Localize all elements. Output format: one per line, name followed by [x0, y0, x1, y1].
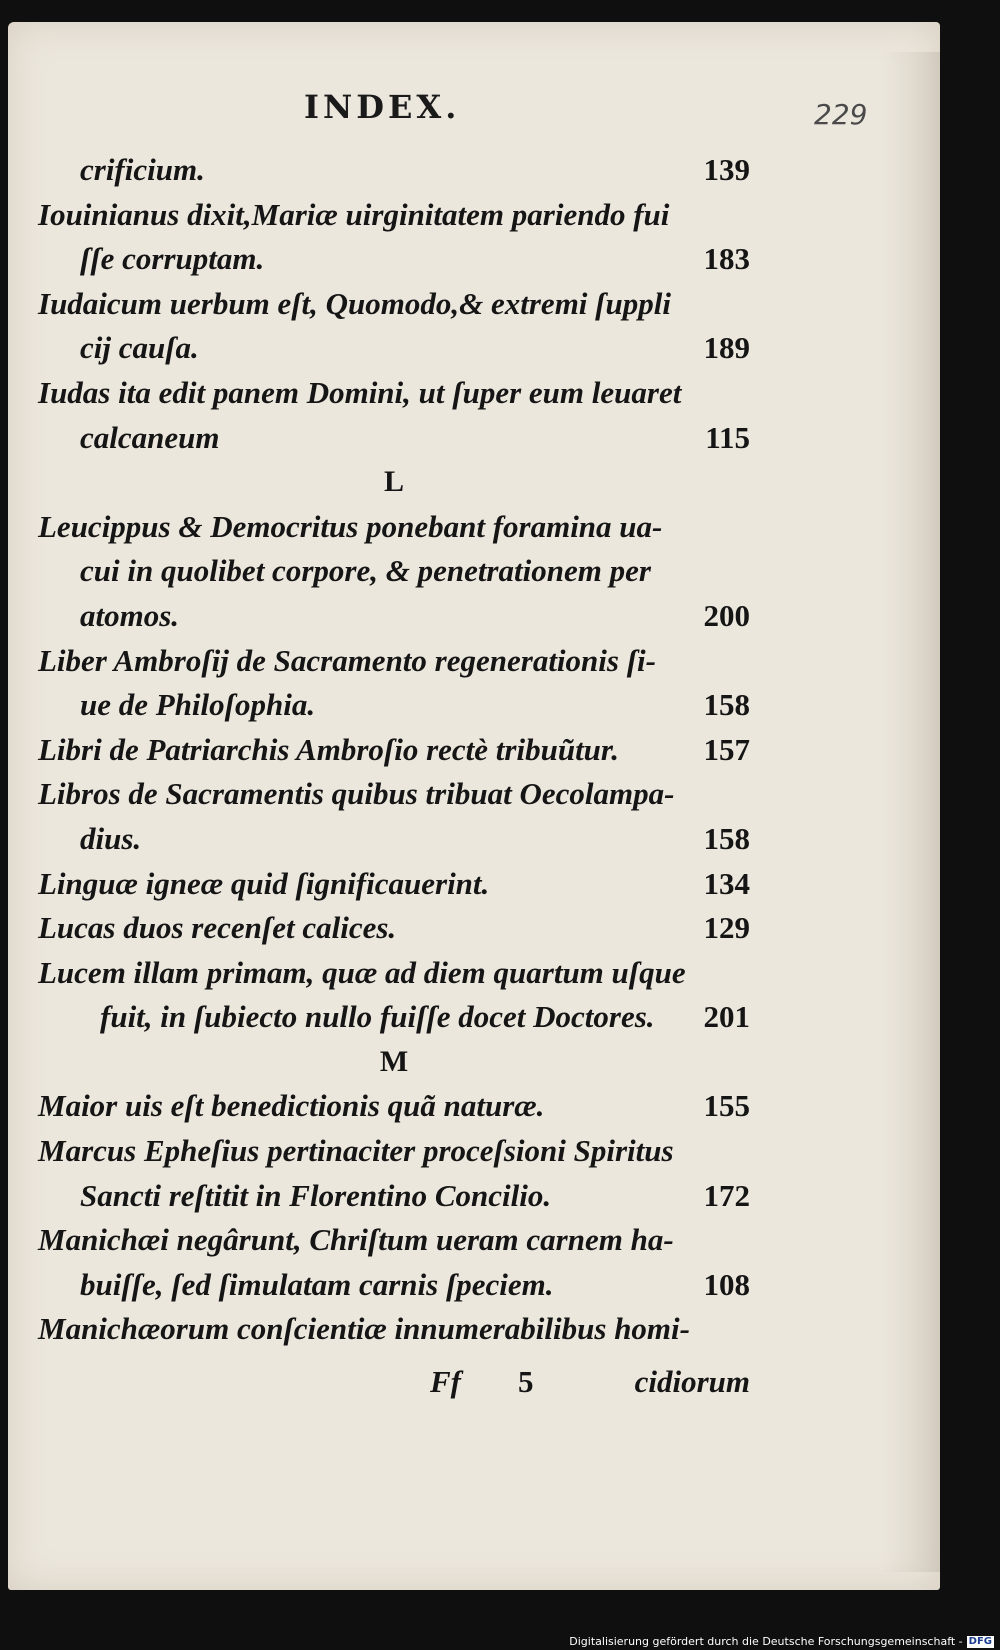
- index-entry-line: [38, 1084, 750, 1129]
- entry-page-number: 139: [703, 152, 750, 187]
- signature-number: 5: [518, 1364, 534, 1399]
- index-entry-line: [38, 594, 750, 639]
- index-entry-line: [38, 951, 750, 996]
- index-entry-line: [38, 1218, 750, 1263]
- index-entry-line: [38, 995, 750, 1040]
- index-entry-line: [38, 1174, 750, 1219]
- entry-text: Manichæi negârunt, Chriſtum ueram carnem ha-: [38, 1222, 674, 1258]
- section-letter: L: [383, 465, 404, 499]
- entry-text: fuit, in ſubiecto nullo fuiſſe docet Doctores.: [100, 999, 655, 1035]
- entry-page-number: 115: [705, 419, 750, 455]
- entry-text: Iudas ita edit panem Domini, ut ſuper eum leuaret: [38, 374, 682, 410]
- section-letter: M: [379, 1044, 409, 1078]
- entry-page-number: 158: [703, 820, 750, 856]
- index-entry-line: [38, 416, 750, 461]
- index-entry-line: [38, 148, 750, 193]
- entry-page-number: 134: [703, 865, 750, 901]
- entry-text: Leucippus & Democritus ponebant foramina ua-: [38, 508, 663, 544]
- index-entry-line: [38, 549, 750, 594]
- folio-number: 229: [814, 98, 868, 131]
- entry-text: calcaneum: [80, 419, 220, 455]
- entry-page-number: 200: [703, 597, 750, 633]
- index-list: [38, 148, 750, 1352]
- entry-text: Liber Ambroſij de Sacramento regenerationis ſi-: [38, 642, 656, 678]
- entry-page-number: 158: [703, 687, 750, 723]
- entry-text: ue de Philoſophia.: [80, 687, 316, 723]
- entry-text: Libros de Sacramentis quibus tribuat Oecolampa-: [38, 776, 675, 812]
- entry-text: Manichæorum conſcientiæ innumerabilibus homi-: [38, 1311, 690, 1347]
- index-entry-line: [38, 193, 750, 238]
- index-entry-line: [38, 728, 750, 773]
- index-entry-line: [38, 683, 750, 728]
- running-header: INDEX.: [304, 88, 461, 126]
- index-entry-line: [38, 1129, 750, 1174]
- entry-text: atomos.: [80, 597, 180, 633]
- book-page: [8, 22, 940, 1590]
- index-entry-line: [38, 505, 750, 550]
- entry-page-number: 157: [703, 731, 750, 767]
- index-entry-line: [38, 817, 750, 862]
- entry-text: buiſſe, ſed ſimulatam carnis ſpeciem.: [80, 1266, 554, 1302]
- entry-text: cij cauſa.: [80, 330, 199, 366]
- entry-text: crificium.: [80, 152, 205, 187]
- entry-page-number: 183: [703, 241, 750, 277]
- index-entry-line: [38, 1263, 750, 1308]
- entry-text: Lucem illam primam, quæ ad diem quartum uſque: [38, 954, 686, 990]
- entry-page-number: 108: [703, 1266, 750, 1302]
- entry-text: Iouinianus dixit,Mariæ uirginitatem pariendo fui: [38, 196, 670, 232]
- dfg-logo: DFG: [968, 1635, 992, 1647]
- entry-page-number: 201: [703, 999, 750, 1035]
- entry-text: Marcus Epheſius pertinaciter proceſsioni Spiritus: [38, 1133, 674, 1169]
- entry-page-number: 172: [703, 1177, 750, 1213]
- entry-text: Linguæ igneæ quid ſignificauerint.: [38, 865, 490, 901]
- catchword: cidiorum: [634, 1364, 750, 1399]
- signature-mark: Ff: [430, 1364, 461, 1399]
- entry-page-number: 129: [703, 910, 750, 946]
- entry-text: Maior uis eſt benedictionis quã naturæ.: [38, 1088, 545, 1124]
- entry-text: Libri de Patriarchis Ambroſio rectè tribuũtur.: [38, 731, 620, 767]
- index-entry-line: [38, 282, 750, 327]
- entry-text: Iudaicum uerbum eſt, Quomodo,& extremi ſuppli: [38, 285, 671, 321]
- digitization-credit: [569, 1635, 994, 1648]
- entry-text: ſſe corruptam.: [80, 241, 265, 277]
- index-entry-line: [38, 326, 750, 371]
- entry-text: Sancti reſtitit in Florentino Concilio.: [80, 1177, 552, 1213]
- entry-text: cui in quolibet corpore, & penetrationem per: [80, 553, 651, 589]
- index-entry-line: [38, 1307, 750, 1352]
- index-entry-line: [38, 772, 750, 817]
- entry-page-number: 155: [703, 1088, 750, 1124]
- page-shadow: [880, 52, 940, 1572]
- index-entry-line: [38, 639, 750, 684]
- index-entry-line: [38, 906, 750, 951]
- entry-text: dius.: [80, 820, 142, 856]
- credit-text: Digitalisierung gefördert durch die Deutsche Forschungsgemeinschaft -: [569, 1635, 963, 1648]
- index-entry-line: [38, 862, 750, 907]
- entry-page-number: 189: [703, 330, 750, 366]
- index-entry-line: [38, 371, 750, 416]
- entry-text: Lucas duos recenſet calices.: [38, 910, 397, 946]
- page-footer: [38, 1364, 750, 1412]
- index-entry-line: [38, 237, 750, 282]
